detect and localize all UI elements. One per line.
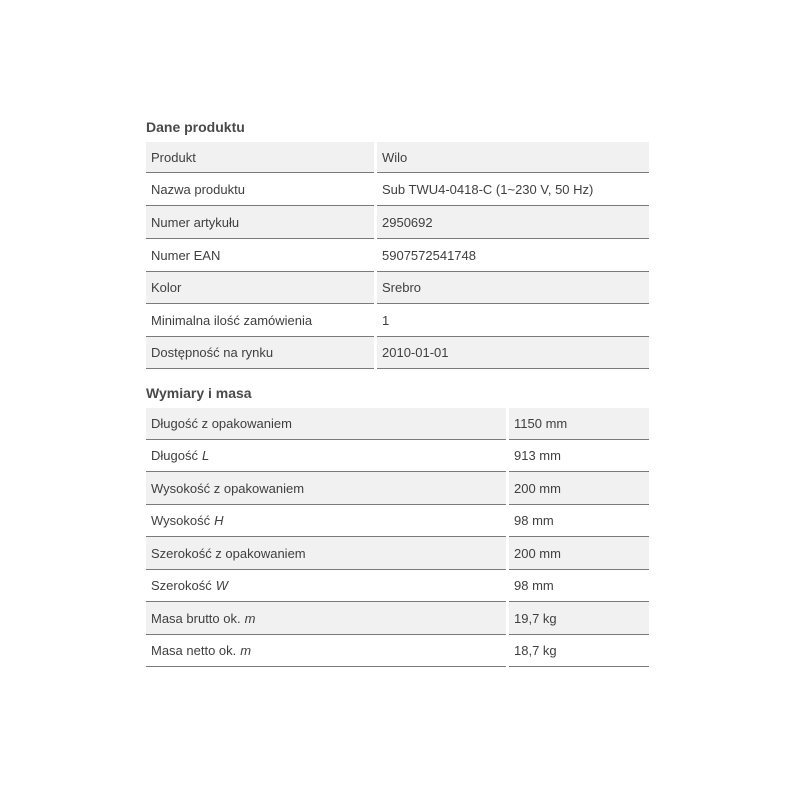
row-label: Masa netto ok. m <box>146 635 506 667</box>
row-value: 98 mm <box>509 570 649 602</box>
table-row <box>146 635 649 667</box>
row-label: Masa brutto ok. m <box>146 602 506 635</box>
table-row <box>146 440 649 472</box>
table-row <box>146 239 649 272</box>
table-row <box>146 173 649 206</box>
table-row <box>146 537 649 570</box>
row-value: 200 mm <box>509 537 649 570</box>
row-value: 98 mm <box>509 505 649 537</box>
row-value: 1 <box>377 304 649 337</box>
row-label: Produkt <box>146 142 374 173</box>
row-label: Szerokość z opakowaniem <box>146 537 506 570</box>
row-value: Sub TWU4-0418-C (1~230 V, 50 Hz) <box>377 173 649 206</box>
dimension-symbol: m <box>244 610 256 626</box>
row-label: Wysokość H <box>146 505 506 537</box>
row-label: Wysokość z opakowaniem <box>146 472 506 505</box>
row-label: Nazwa produktu <box>146 173 374 206</box>
row-label: Szerokość W <box>146 570 506 602</box>
row-value: 1150 mm <box>509 408 649 440</box>
row-label: Minimalna ilość zamówienia <box>146 304 374 337</box>
row-label: Numer artykułu <box>146 206 374 239</box>
row-value: 913 mm <box>509 440 649 472</box>
row-value: 2010-01-01 <box>377 337 649 369</box>
row-value: 200 mm <box>509 472 649 505</box>
row-label: Numer EAN <box>146 239 374 272</box>
table-row <box>146 272 649 304</box>
row-label: Długość L <box>146 440 506 472</box>
table-row <box>146 602 649 635</box>
row-label: Długość z opakowaniem <box>146 408 506 440</box>
dimensions-title: Wymiary i masa <box>146 385 252 401</box>
product-data-title: Dane produktu <box>146 119 245 135</box>
dimension-symbol: W <box>215 578 228 593</box>
table-row <box>146 304 649 337</box>
table-row <box>146 505 649 537</box>
row-value: 5907572541748 <box>377 239 649 272</box>
row-value: 2950692 <box>377 206 649 239</box>
table-row <box>146 337 649 369</box>
table-row <box>146 142 649 173</box>
dimension-symbol: L <box>201 448 210 463</box>
row-value: 18,7 kg <box>509 635 649 667</box>
row-value: Wilo <box>377 142 649 173</box>
table-row <box>146 408 649 440</box>
table-row <box>146 570 649 602</box>
table-row <box>146 472 649 505</box>
row-label: Dostępność na rynku <box>146 337 374 369</box>
table-row <box>146 206 649 239</box>
dimension-symbol: H <box>214 513 224 528</box>
row-value: Srebro <box>377 272 649 304</box>
dimension-symbol: m <box>240 643 252 658</box>
row-value: 19,7 kg <box>509 602 649 635</box>
row-label: Kolor <box>146 272 374 304</box>
